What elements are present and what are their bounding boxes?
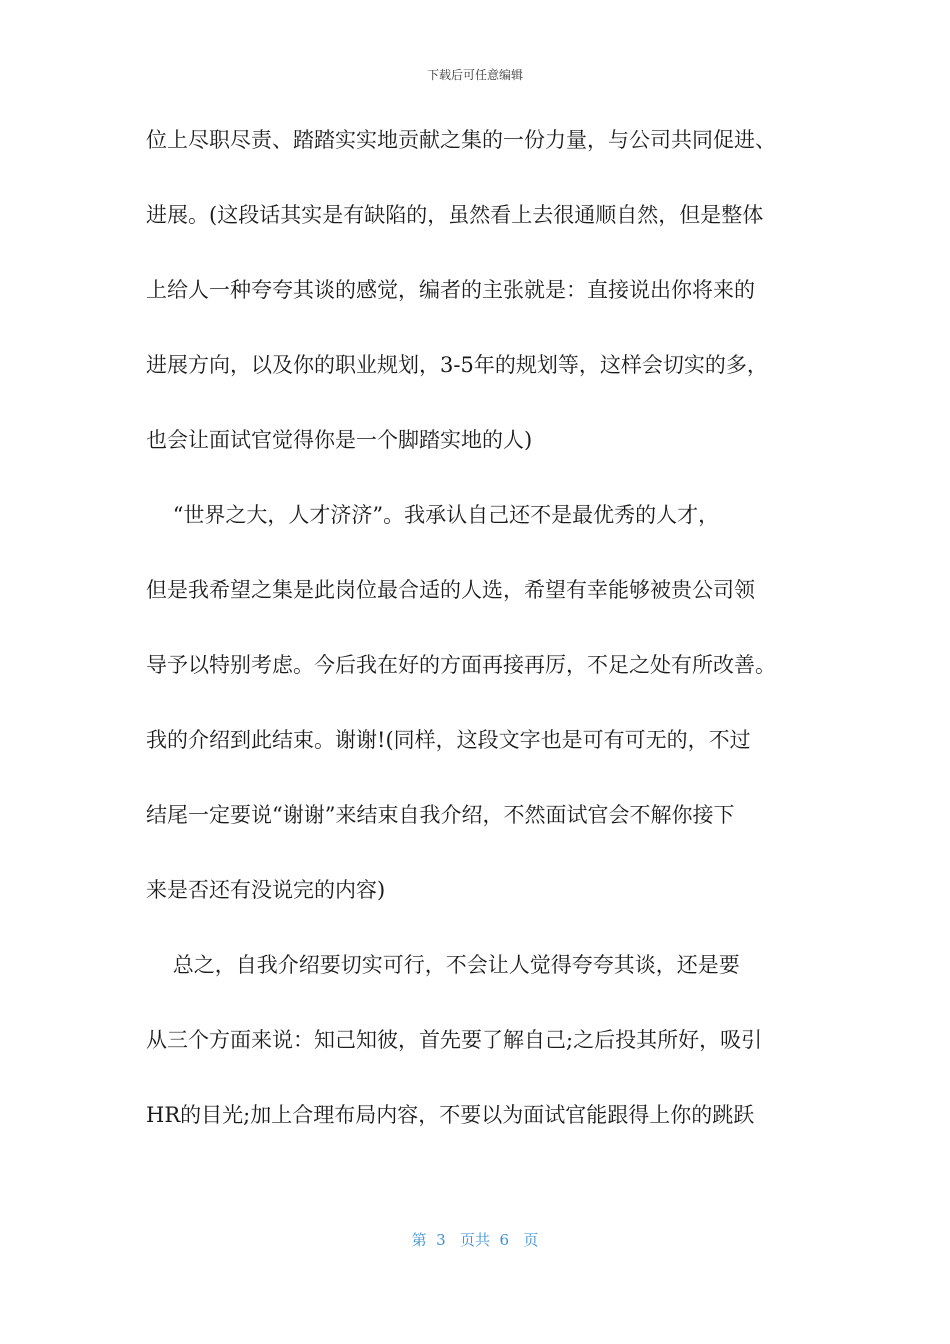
text-line: 结尾一定要说“谢谢”来结束自我介绍，不然面试官会不解你接下	[146, 803, 735, 827]
text-line: 位上尽职尽责、踏踏实实地贡献之集的一份力量，与公司共同促进、	[146, 128, 776, 152]
text-line: 进展。(这段话其实是有缺陷的，虽然看上去很通顺自然，但是整体	[146, 203, 764, 227]
text-line: 总之，自我介绍要切实可行，不会让人觉得夸夸其谈，还是要	[146, 953, 740, 977]
text-line: 我的介绍到此结束。谢谢!(同样，这段文字也是可有可无的，不过	[146, 728, 751, 752]
text-line: 进展方向，以及你的职业规划，3-5年的规划等，这样会切实的多，	[146, 353, 768, 377]
page-number-footer: 第 3 页共 6 页	[411, 1231, 539, 1249]
text-line: 导予以特别考虑。今后我在好的方面再接再厉，不足之处有所改善。	[146, 653, 776, 677]
text-line: “世界之大，人才济济”。我承认自己还不是最优秀的人才，	[146, 503, 720, 527]
text-line: 但是我希望之集是此岗位最合适的人选，希望有幸能够被贵公司领	[146, 578, 755, 602]
document-body	[146, 120, 826, 1170]
text-line: 也会让面试官觉得你是一个脚踏实地的人)	[146, 428, 533, 452]
text-line: 上给人一种夸夸其谈的感觉，编者的主张就是：直接说出你将来的	[146, 278, 755, 302]
page-header: 下载后可任意编辑	[426, 68, 523, 82]
text-line: HR的目光;加上合理布局内容，不要以为面试官能跟得上你的跳跃	[146, 1103, 755, 1127]
text-line: 来是否还有没说完的内容)	[146, 878, 386, 902]
text-line: 从三个方面来说：知己知彼，首先要了解自己;之后投其所好，吸引	[146, 1028, 763, 1052]
